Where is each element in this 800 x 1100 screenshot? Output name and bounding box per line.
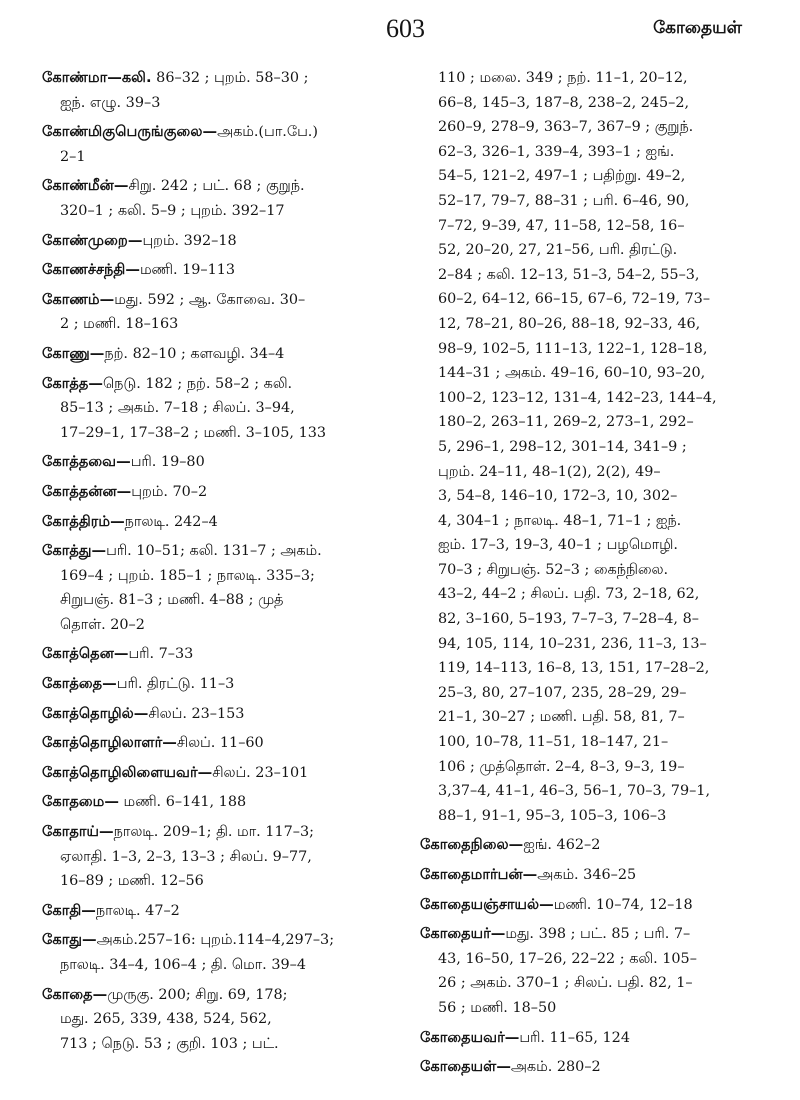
page-number: 603 [386,14,425,43]
entry-references: சிலப். 11–60 [176,735,264,752]
entry-headword: கோணம்— [42,290,115,308]
index-entry [42,761,392,786]
entry-references: நாலடி. 209–1; தி. மா. 117–3; ஏலாதி. 1–3, 2–3, 13–3 ; சிலப். 9–77, 16–89 ; மணி. 12–56 [60,824,314,890]
index-entry [42,983,392,1057]
entry-headword: கோது— [42,931,97,949]
index-entry [42,229,392,254]
index-entry [420,66,776,828]
entry-references: அகம்.257–16: புறம்.114–4,297–3; நாலடி. 34–4, 106–4 ; தி. மொ. 39–4 [60,932,335,973]
index-entry [42,820,392,894]
entry-references: மணி. 6–141, 188 [118,794,247,811]
entry-references: பரி. திரட்டு. 11–3 [116,676,235,693]
index-entry [420,1055,776,1080]
entry-references: 110 ; மலை. 349 ; நற். 11–1, 20–12, 66–8, 145–3, 187–8, 238–2, 245–2, 260–9, 278–9, 363–7, 367–9 ; குறுந். 62–3, 326–1, 339–4, 393–1 ; ஐங். 54–5, 121–2, 497–1 ; பதிற்று. 49–2, 52–17, 79–7, 88–31 ; பரி. 6–46, 90, 7–72, 9–39, 47, 11–58, 12–58, 16– 52, 20–20, 27, 21–56, பரி. திரட்டு. 2–84 ; கலி. 12–13, 51–3, 54–2, 55–3, 60–2, 64–12, 66–15, 67–6, 72–19, 73– 12, 78–21, 80–26, 88–18, 92–33, 46, 98–9, 102–5, 111–13, 122–1, 128–18, 144–31 ; அகம். 49–16, 60–10, 93–20, 100–2, 123–12, 131–4, 142–23, 144–4, 180–2, 263–11, 269–2, 273–1, 292– 5, 296–1, 298–12, 301–14, 341–9 ; புறம். 24–11, 48–1(2), 2(2), 49– 3, 54–8, 146–10, 172–3, 10, 302– 4, 304–1 ; நாலடி. 48–1, 71–1 ; ஐந். ஐம். 17–3, 19–3, 40–1 ; பழமொழி. 70–3 ; சிறுபஞ். 52–3 ; கைந்நிலை. 43–2, 44–2 ; சிலப். பதி. 73, 2–18, 62, 82, 3–160, 5–193, 7–7–3, 7–28–4, 8– 94, 105, 114, 10–231, 236, 11–3, 13– 119, 14–113, 16–8, 13, 151, 17–28–2, 25–3, 80, 27–107, 235, 28–29, 29– 21–1, 30–27 ; மணி. பதி. 58, 81, 7– 100, 10–78, 11–51, 18–147, 21– 106 ; முத்தொள். 2–4, 8–3, 9–3, 19– 3,37–4, 41–1, 46–3, 56–1, 70–3, 79–1, 88–1, 91–1, 95–3, 105–3, 106–3 [438,70,717,824]
index-entry [42,790,392,815]
entry-headword: கோத்தை— [42,675,117,693]
index-entry [420,833,776,858]
index-entry [42,672,392,697]
entry-references: சிறு. 242 ; பட். 68 ; குறுந். 320–1 ; கலி. 5–9 ; புறம். 392–17 [60,178,305,219]
index-entry [42,258,392,283]
entry-headword: கோதையஞ்சாயல்— [420,895,554,913]
entry-headword: கோத்தொழிலிளையவர்— [42,763,213,781]
entry-references: பரி. 10–51; கலி. 131–7 ; அகம். 169–4 ; புறம். 185–1 ; நாலடி. 335–3; சிறுபஞ். 81–3 ; மணி. 4–88 ; முத் தொள். 20–2 [60,543,322,633]
entry-headword: கோத்து— [42,542,107,560]
entry-headword: கோத்தொழில்— [42,704,149,722]
index-entry [42,731,392,756]
index-entry [42,120,392,169]
entry-headword: கோத்த— [42,374,103,392]
entry-headword: கோதைமார்பன்— [420,866,538,883]
index-entry [420,893,776,918]
entry-headword: கோணு— [42,344,105,362]
entry-headword: கோதமை— [42,793,119,811]
entry-headword: கோண்மா—கலி. [42,69,152,86]
entry-references: அகம். 346–25 [537,867,637,883]
entry-references: பரி. 11–65, 124 [519,1029,630,1046]
index-entry [420,1026,776,1051]
index-entry [42,480,392,505]
entry-headword: கோதையர்— [420,925,506,943]
entry-references: புறம். 70–2 [131,483,208,500]
index-entry [42,342,392,367]
left-column [42,66,392,1061]
entry-references: முருகு. 200; சிறு. 69, 178; மது. 265, 339, 438, 524, 562, 713 ; நெடு. 53 ; குறி. 103 ; பட். [60,986,288,1052]
entry-references: மது. 398 ; பட். 85 ; பரி. 7– 43, 16–50, 17–26, 22–22 ; கலி. 105– 26 ; அகம். 370–1 ; சிலப். பதி. 82, 1– 56 ; மணி. 18–50 [438,926,697,1016]
entry-references: மணி. 19–113 [139,262,236,279]
entry-headword: கோதையவர்— [420,1028,520,1046]
entry-headword: கோதாய்— [42,823,114,841]
entry-references: நாலடி. 242–4 [124,513,218,530]
entry-headword: கோணச்சந்தி— [42,261,140,279]
entry-references: அகம். 280–2 [510,1059,601,1076]
entry-headword: கோத்தன்ன— [42,482,132,500]
index-entry [42,642,392,667]
entry-references: 86–32 ; புறம். 58–30 ; ஐந். எழு. 39–3 [60,70,309,111]
running-head: கோதையள் [653,18,742,38]
entry-references: மணி. 10–74, 12–18 [553,896,693,913]
entry-headword: கோதி— [42,901,96,919]
index-entry [42,66,392,115]
index-entry [420,922,776,1020]
entry-headword: கோதை— [42,985,108,1003]
entry-headword: கோண்மிகுபெருங்குலை— [42,123,218,141]
entry-references: பரி. 19–80 [130,454,205,471]
entry-headword: கோத்தென— [42,645,129,663]
index-entry [42,174,392,223]
entry-headword: கோண்மீன்— [42,177,129,195]
entry-headword: கோதைநிலை— [420,836,524,854]
entry-references: சிலப். 23–153 [148,705,245,722]
entry-headword: கோண்முறை— [42,231,143,249]
entry-headword: கோத்திரம்— [42,512,125,530]
entry-references: அகம்.(பா.பே.) 2–1 [60,124,318,165]
entry-headword: கோத்தொழிலாளர்— [42,734,177,752]
entry-references: ஐங். 462–2 [523,837,601,854]
index-entry [42,899,392,924]
index-entry [420,863,776,888]
entry-references: நற். 82–10 ; களவழி. 34–4 [104,345,285,362]
index-entry [42,510,392,535]
index-entry [42,450,392,475]
index-entry [42,372,392,446]
entry-references: சிலப். 23–101 [212,764,309,781]
entry-references: மது. 592 ; ஆ. கோவை. 30– 2 ; மணி. 18–163 [60,291,306,333]
entry-references: புறம். 392–18 [142,232,237,249]
entry-headword: கோத்தவை— [42,453,131,471]
right-column [420,66,776,1085]
entry-references: நெடு. 182 ; நற். 58–2 ; கலி. 85–13 ; அகம். 7–18 ; சிலப். 3–94, 17–29–1, 17–38–2 ; மணி. 3–105, 133 [60,375,327,441]
entry-references: நாலடி. 47–2 [95,902,180,919]
entry-references: பரி. 7–33 [128,646,194,663]
entry-headword: கோதையள்— [420,1058,511,1076]
index-entry [42,288,392,337]
index-entry [42,539,392,637]
index-entry [42,928,392,977]
index-entry [42,702,392,727]
